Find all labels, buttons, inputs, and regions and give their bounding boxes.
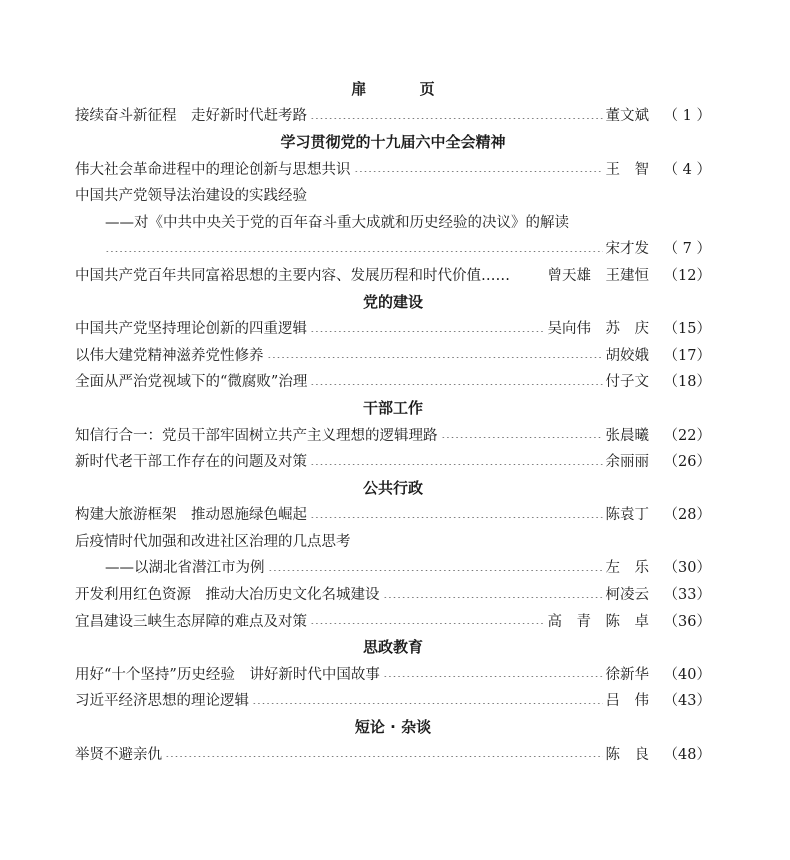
entry-title: 伟大社会革命进程中的理论创新与思想共识 xyxy=(75,161,351,178)
toc-entry[interactable] xyxy=(75,368,711,395)
entry-author: 董文斌 xyxy=(605,108,649,125)
entry-author: 胡姣娥 xyxy=(605,347,649,364)
entry-page: （ 1 ） xyxy=(663,108,711,125)
entry-author: 柯凌云 xyxy=(605,587,649,604)
section-heading: 公共行政 xyxy=(362,478,423,497)
toc-entry[interactable] xyxy=(75,314,711,341)
entry-page: （30） xyxy=(663,560,711,577)
entry-author: 曾天雄 王建恒 xyxy=(547,267,649,284)
entry-title: 宜昌建设三峡生态屏障的难点及对策 xyxy=(75,613,307,630)
entry-author: 吴向伟 苏 庆 xyxy=(547,321,649,338)
entry-page: （22） xyxy=(663,427,711,444)
toc-entry-subtitle-line xyxy=(75,208,711,235)
entry-title: 知信行合一：党员干部牢固树立共产主义理想的逻辑理路 xyxy=(75,427,438,444)
entry-page: （12） xyxy=(663,267,711,284)
dot-leader xyxy=(165,749,603,757)
entry-author: 王 智 xyxy=(605,161,649,178)
entry-title: 习近平经济思想的理论逻辑 xyxy=(75,693,249,710)
entry-author: 陈袁丁 xyxy=(605,507,649,524)
entry-title: 开发利用红色资源 推动大冶历史文化名城建设 xyxy=(75,587,380,604)
toc-entry[interactable] xyxy=(75,580,711,607)
entry-title: 中国共产党百年共同富裕思想的主要内容、发展历程和时代价值…… xyxy=(75,267,510,284)
dot-leader xyxy=(105,244,603,252)
dot-leader xyxy=(310,324,545,332)
entry-page: （18） xyxy=(663,374,711,391)
section-heading: 扉 页 xyxy=(351,79,459,98)
toc-entry[interactable] xyxy=(75,501,711,528)
dot-leader xyxy=(310,111,603,119)
entry-author: 余丽丽 xyxy=(605,454,649,471)
dot-leader xyxy=(268,563,603,571)
toc-entry-leader-line[interactable] xyxy=(75,235,711,262)
entry-author: 张晨曦 xyxy=(605,427,649,444)
toc-entry[interactable] xyxy=(75,740,711,767)
dot-leader xyxy=(267,350,603,358)
toc-entry[interactable] xyxy=(75,261,711,288)
dot-leader xyxy=(354,164,603,172)
entry-title: 后疫情时代加强和改进社区治理的几点思考 xyxy=(75,533,351,550)
entry-title: 新时代老干部工作存在的问题及对策 xyxy=(75,454,307,471)
toc-entry[interactable] xyxy=(75,421,711,448)
entry-title: 中国共产党坚持理论创新的四重逻辑 xyxy=(75,321,307,338)
table-of-contents xyxy=(75,75,711,766)
dot-leader xyxy=(252,696,603,704)
entry-author: 高 青 陈 卓 xyxy=(547,613,649,630)
dot-leader xyxy=(310,510,603,518)
entry-author: 徐新华 xyxy=(605,666,649,683)
dot-leader xyxy=(383,590,603,598)
entry-page: （33） xyxy=(663,587,711,604)
entry-title: 以伟大建党精神滋养党性修养 xyxy=(75,347,264,364)
section-heading: 干部工作 xyxy=(362,398,423,417)
entry-page: （26） xyxy=(663,454,711,471)
entry-page: （28） xyxy=(663,507,711,524)
entry-page: （36） xyxy=(663,613,711,630)
entry-author: 宋才发 xyxy=(605,241,649,258)
entry-subtitle: ——以湖北省潜江市为例 xyxy=(105,560,265,577)
entry-page: （ 7 ） xyxy=(663,241,711,258)
dot-leader xyxy=(441,430,603,438)
dot-leader xyxy=(310,457,603,465)
dot-leader xyxy=(383,669,603,677)
entry-page: （48） xyxy=(663,746,711,763)
entry-subtitle: ——对《中共中央关于党的百年奋斗重大成就和历史经验的决议》的解读 xyxy=(105,214,569,231)
toc-entry[interactable] xyxy=(75,660,711,687)
dot-leader xyxy=(310,616,545,624)
toc-entry[interactable] xyxy=(75,447,711,474)
toc-entry-title-line[interactable] xyxy=(75,527,711,554)
toc-entry[interactable] xyxy=(75,155,711,182)
toc-entry[interactable] xyxy=(75,341,711,368)
entry-title: 接续奋斗新征程 走好新时代赶考路 xyxy=(75,108,307,125)
entry-page: （40） xyxy=(663,666,711,683)
section-heading: 短论 · 杂谈 xyxy=(354,718,432,737)
toc-entry[interactable] xyxy=(75,607,711,634)
entry-title: 用好“十个坚持”历史经验 讲好新时代中国故事 xyxy=(75,666,380,683)
section-heading: 学习贯彻党的十九届六中全会精神 xyxy=(280,132,506,151)
entry-page: （15） xyxy=(663,321,711,338)
entry-author: 付子文 xyxy=(605,374,649,391)
dot-leader xyxy=(310,377,602,385)
entry-title: 全面从严治党视域下的“微腐败”治理 xyxy=(75,374,308,391)
toc-entry[interactable] xyxy=(75,687,711,714)
entry-page: （17） xyxy=(663,347,711,364)
entry-author: 左 乐 xyxy=(605,560,649,577)
entry-page: （ 4 ） xyxy=(663,161,711,178)
toc-entry[interactable] xyxy=(75,554,711,581)
toc-entry-title-line[interactable] xyxy=(75,181,711,208)
entry-author: 陈 良 xyxy=(605,746,649,763)
entry-title: 举贤不避亲仇 xyxy=(75,746,162,763)
section-heading: 党的建设 xyxy=(362,292,423,311)
entry-author: 吕 伟 xyxy=(605,693,649,710)
entry-page: （43） xyxy=(663,693,711,710)
toc-entry[interactable] xyxy=(75,102,711,129)
entry-title: 构建大旅游框架 推动恩施绿色崛起 xyxy=(75,507,307,524)
section-heading: 思政教育 xyxy=(362,638,423,657)
entry-title: 中国共产党领导法治建设的实践经验 xyxy=(75,188,307,205)
